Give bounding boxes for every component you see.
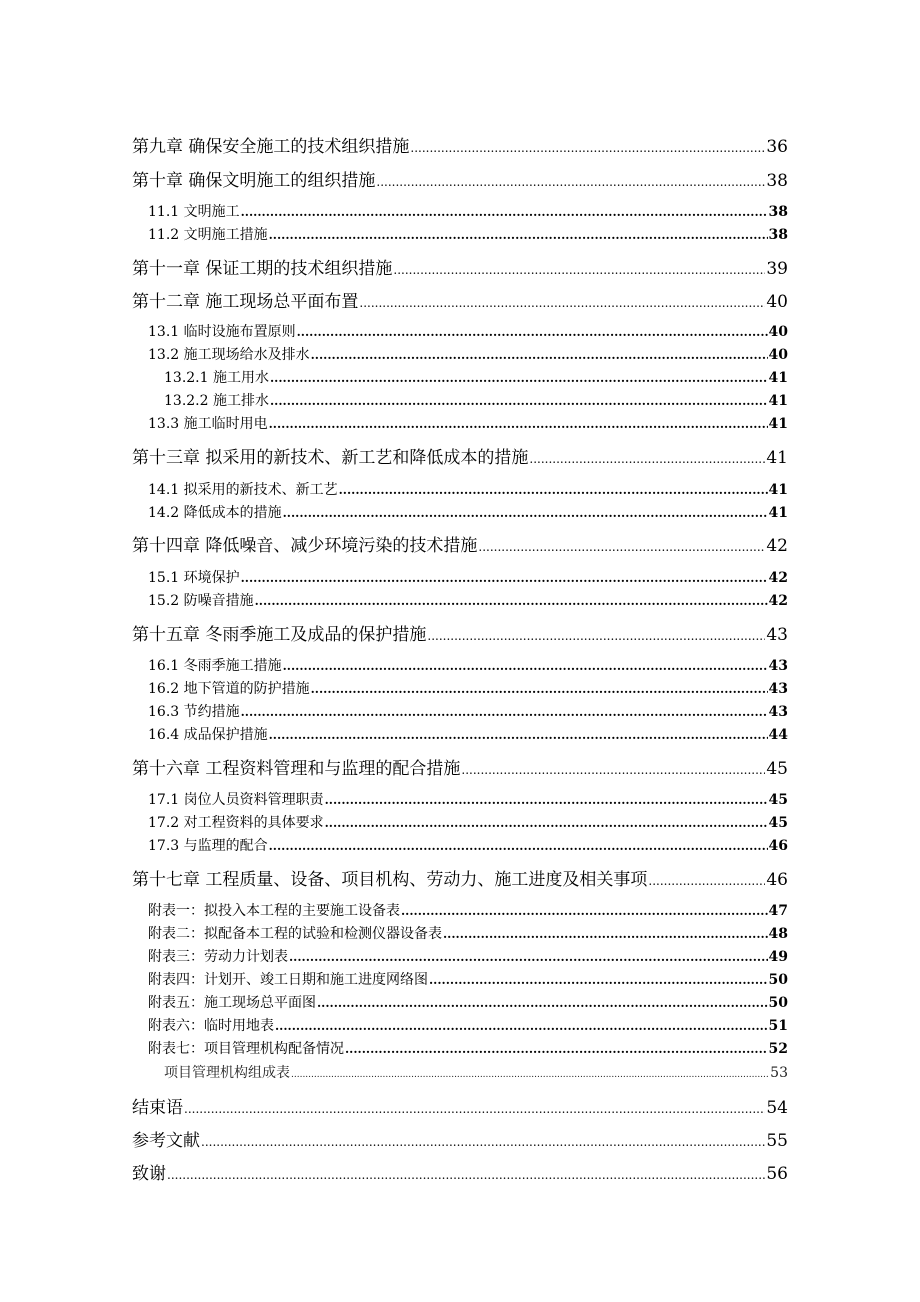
toc-leader-dots	[478, 536, 765, 556]
toc-entry-title: 15.1 环境保护	[148, 570, 240, 586]
toc-leader-dots	[311, 681, 768, 697]
toc-entry-title: 11.1 文明施工	[148, 204, 240, 220]
toc-entry-title: 17.3 与监理的配合	[148, 838, 268, 854]
toc-entry-page: 41	[768, 393, 788, 409]
toc-entry-title: 附表二：拟配备本工程的试验和检测仪器设备表	[148, 926, 442, 942]
toc-entry-page: 36	[766, 137, 788, 157]
toc-leader-dots	[270, 370, 768, 386]
toc-leader-dots	[359, 292, 765, 312]
toc-entry-page: 44	[768, 727, 788, 743]
toc-entry[interactable]	[148, 413, 788, 433]
toc-entry[interactable]	[132, 754, 788, 779]
toc-entry-page: 42	[768, 570, 788, 586]
toc-entry-page: 50	[768, 972, 788, 988]
toc-entry-page: 41	[768, 482, 788, 498]
toc-entry-title: 项目管理机构组成表	[164, 1065, 290, 1081]
toc-entry-page: 41	[768, 505, 788, 521]
toc-leader-dots	[393, 259, 765, 279]
toc-entry-title: 附表四：计划开、竣工日期和施工进度网络图	[148, 972, 428, 988]
toc-entry[interactable]	[148, 946, 788, 966]
toc-entry-title: 11.2 文明施工措施	[148, 227, 268, 243]
toc-entry[interactable]	[148, 321, 788, 341]
toc-leader-dots	[241, 570, 768, 586]
toc-leader-dots	[376, 171, 765, 191]
toc-entry-title: 附表五：施工现场总平面图	[148, 995, 316, 1011]
toc-entry[interactable]	[148, 1038, 788, 1058]
toc-entry[interactable]	[164, 367, 788, 387]
toc-entry-page: 42	[768, 593, 788, 609]
toc-entry-title: 第十章 确保文明施工的组织措施	[132, 171, 376, 191]
toc-leader-dots	[443, 926, 768, 942]
toc-leader-dots	[427, 625, 765, 645]
toc-leader-dots	[325, 792, 768, 808]
toc-leader-dots	[269, 227, 768, 243]
toc-leader-dots	[461, 759, 765, 779]
toc-leader-dots	[325, 815, 768, 831]
toc-entry-page: 43	[766, 625, 788, 645]
toc-entry[interactable]	[132, 1093, 788, 1118]
toc-entry-title: 15.2 防噪音措施	[148, 593, 254, 609]
toc-entry[interactable]	[148, 655, 788, 675]
toc-entry-page: 45	[766, 759, 788, 779]
toc-entry-page: 52	[768, 1041, 788, 1057]
toc-leader-dots	[269, 727, 768, 743]
toc-leader-dots	[167, 1164, 765, 1184]
toc-entry[interactable]	[132, 287, 788, 312]
toc-leader-dots	[401, 903, 768, 919]
toc-entry[interactable]	[148, 992, 788, 1012]
toc-entry-title: 16.1 冬雨季施工措施	[148, 658, 282, 674]
toc-entry[interactable]	[132, 531, 788, 556]
toc-entry-title: 17.1 岗位人员资料管理职责	[148, 792, 324, 808]
toc-entry-page: 40	[768, 324, 788, 340]
toc-entry[interactable]	[132, 443, 788, 468]
toc-leader-dots	[241, 204, 768, 220]
toc-entry-title: 附表六：临时用地表	[148, 1018, 274, 1034]
toc-entry[interactable]	[148, 923, 788, 943]
toc-entry-page: 38	[768, 227, 788, 243]
toc-entry-page: 55	[766, 1131, 788, 1151]
toc-entry-page: 48	[768, 926, 788, 942]
toc-entry-title: 13.2 施工现场给水及排水	[148, 347, 310, 363]
toc-leader-dots	[317, 995, 768, 1011]
toc-entry-page: 47	[768, 903, 788, 919]
toc-entry-page: 41	[768, 416, 788, 432]
toc-entry[interactable]	[148, 1015, 788, 1035]
toc-entry-title: 结束语	[132, 1098, 183, 1118]
toc-entry-page: 54	[766, 1098, 788, 1118]
toc-entry-page: 46	[766, 870, 788, 890]
toc-entry-title: 13.3 施工临时用电	[148, 416, 268, 432]
toc-leader-dots	[201, 1131, 765, 1151]
toc-entry-title: 第十三章 拟采用的新技术、新工艺和降低成本的措施	[132, 448, 529, 468]
toc-entry[interactable]	[132, 1159, 788, 1184]
toc-leader-dots	[275, 1018, 768, 1034]
toc-leader-dots	[241, 704, 768, 720]
toc-entry-page: 43	[768, 681, 788, 697]
toc-entry[interactable]	[148, 678, 788, 698]
toc-entry-page: 43	[768, 658, 788, 674]
toc-entry-title: 第十五章 冬雨季施工及成品的保护措施	[132, 625, 427, 645]
toc-entry[interactable]	[132, 865, 788, 890]
toc-entry[interactable]	[148, 835, 788, 855]
toc-entry-page: 38	[766, 171, 788, 191]
toc-entry[interactable]	[148, 701, 788, 721]
toc-entry[interactable]	[148, 502, 788, 522]
toc-entry-page: 45	[768, 792, 788, 808]
toc-entry-title: 第十六章 工程资料管理和与监理的配合措施	[132, 759, 461, 779]
toc-entry[interactable]	[148, 567, 788, 587]
toc-entry-title: 第十七章 工程质量、设备、项目机构、劳动力、施工进度及相关事项	[132, 870, 648, 890]
toc-entry[interactable]	[164, 390, 788, 410]
toc-entry[interactable]	[132, 166, 788, 191]
toc-entry-title: 附表三：劳动力计划表	[148, 949, 288, 965]
toc-entry-title: 14.2 降低成本的措施	[148, 505, 282, 521]
toc-entry[interactable]	[148, 969, 788, 989]
toc-entry[interactable]	[148, 224, 788, 244]
toc-entry-title: 16.2 地下管道的防护措施	[148, 681, 310, 697]
toc-entry-title: 13.1 临时设施布置原则	[148, 324, 296, 340]
toc-leader-dots	[529, 448, 765, 468]
toc-entry-page: 38	[768, 204, 788, 220]
toc-entry-page: 46	[768, 838, 788, 854]
toc-leader-dots	[429, 972, 768, 988]
toc-entry[interactable]	[148, 812, 788, 832]
toc-entry-title: 第十一章 保证工期的技术组织措施	[132, 259, 393, 279]
toc-entry-page: 43	[768, 704, 788, 720]
toc-entry-title: 16.3 节约措施	[148, 704, 240, 720]
toc-entry-page: 53	[770, 1065, 788, 1081]
toc-entry-page: 51	[768, 1018, 788, 1034]
toc-entry[interactable]	[132, 132, 788, 157]
toc-entry[interactable]	[148, 479, 788, 499]
toc-entry-page: 40	[766, 292, 788, 312]
toc-leader-dots	[283, 505, 768, 521]
toc-entry[interactable]	[164, 1062, 788, 1082]
toc-leader-dots	[255, 593, 768, 609]
toc-entry-title: 第十二章 施工现场总平面布置	[132, 292, 359, 312]
toc-entry-page: 56	[766, 1164, 788, 1184]
toc-leader-dots	[283, 658, 768, 674]
toc-entry-page: 49	[768, 949, 788, 965]
toc-entry[interactable]	[148, 789, 788, 809]
toc-leader-dots	[291, 1065, 769, 1081]
toc-leader-dots	[289, 949, 768, 965]
toc-entry-title: 13.2.1 施工用水	[164, 370, 269, 386]
toc-entry[interactable]	[132, 620, 788, 645]
toc-leader-dots	[270, 393, 768, 409]
toc-entry-page: 40	[768, 347, 788, 363]
toc-entry-page: 39	[766, 259, 788, 279]
toc-entry-page: 45	[768, 815, 788, 831]
toc-entry-page: 42	[766, 536, 788, 556]
toc-leader-dots	[345, 1041, 768, 1057]
toc-entry[interactable]	[132, 1126, 788, 1151]
toc-leader-dots	[339, 482, 768, 498]
toc-entry-title: 第十四章 降低噪音、减少环境污染的技术措施	[132, 536, 478, 556]
toc-entry-title: 参考文献	[132, 1131, 200, 1151]
toc-entry[interactable]	[132, 254, 788, 279]
toc-leader-dots	[269, 838, 768, 854]
toc-entry-title: 附表七：项目管理机构配备情况	[148, 1041, 344, 1057]
toc-entry[interactable]	[148, 344, 788, 364]
toc-entry[interactable]	[148, 900, 788, 920]
toc-leader-dots	[184, 1098, 765, 1118]
toc-entry-page: 50	[768, 995, 788, 1011]
toc-entry-title: 13.2.2 施工排水	[164, 393, 269, 409]
toc-leader-dots	[410, 137, 765, 157]
toc-leader-dots	[311, 347, 768, 363]
toc-leader-dots	[297, 324, 768, 340]
toc-entry-title: 致谢	[132, 1164, 166, 1184]
toc-entry[interactable]	[148, 590, 788, 610]
toc-entry-title: 附表一：拟投入本工程的主要施工设备表	[148, 903, 400, 919]
toc-leader-dots	[269, 416, 768, 432]
toc-leader-dots	[648, 870, 765, 890]
toc-entry-title: 第九章 确保安全施工的技术组织措施	[132, 137, 410, 157]
toc-entry-page: 41	[768, 370, 788, 386]
toc-entry[interactable]	[148, 201, 788, 221]
toc-entry-title: 14.1 拟采用的新技术、新工艺	[148, 482, 338, 498]
toc-entry-page: 41	[766, 448, 788, 468]
toc-entry-title: 16.4 成品保护措施	[148, 727, 268, 743]
toc-entry[interactable]	[148, 724, 788, 744]
toc-entry-title: 17.2 对工程资料的具体要求	[148, 815, 324, 831]
